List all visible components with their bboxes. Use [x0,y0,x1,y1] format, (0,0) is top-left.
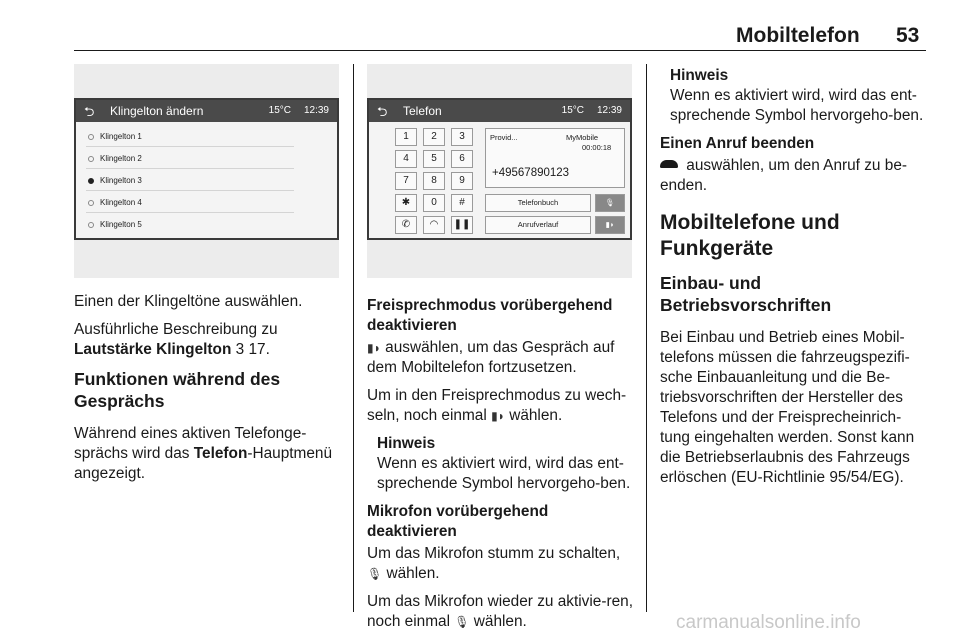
watermark: carmanualsonline.info [676,612,861,633]
pause-icon[interactable]: ❚❚ [451,216,473,234]
phonebook-button[interactable]: Telefonbuch [485,194,591,212]
paragraph: Um in den Freisprechmodus zu wech-seln, noch einmal ▮◗ wählen. [367,387,627,424]
handsfree-toggle-icon[interactable]: ▮◗ [595,216,625,234]
note [377,434,639,494]
handsfree-icon: ▮◗ [491,409,505,423]
key-0[interactable]: 0 [423,194,445,212]
key-hash[interactable]: # [451,194,473,212]
ringtone-screenshot [74,64,339,278]
back-icon[interactable]: ⮌ [377,104,388,119]
note-text: Wenn es aktiviert wird, wird das ent-sprechende Symbol hervorgeho-ben. [670,87,924,124]
handsfree-icon: ▮◗ [367,341,381,355]
paragraph: Bei Einbau und Betrieb eines Mobil-telefons müssen die fahrzeugspezifi-sche Einbauanleitung und die Be-triebsvorschriften der Hersteller des Telefons und der Freisprecheinrich-tung eingehalten werden. Sonst kann die Betriebserlaubnis des Fahrzeugs erlöschen (EU-Richtlinie 95/54/EG). [660,329,915,486]
key-star[interactable]: ✱ [395,194,417,212]
key-8[interactable]: 8 [423,172,445,190]
key-9[interactable]: 9 [451,172,473,190]
phone-screenshot [367,64,632,278]
phone-screen [367,98,632,240]
paragraph: Um das Mikrofon wieder zu aktivie-ren, noch einmal 🎙 wählen. [367,593,634,630]
ringtone-option[interactable]: Klingelton 2 [88,154,142,163]
radio-icon [88,222,94,228]
cross-reference-title: Lautstärke Klingelton [74,341,232,358]
page-reference: 3 17. [235,341,270,358]
chapter-heading: Mobiltelefone und Funkgeräte [660,211,840,260]
calllog-button[interactable]: Anrufverlauf [485,216,591,234]
ringtone-option[interactable]: Klingelton 4 [88,198,142,207]
key-1[interactable]: 1 [395,128,417,146]
phone-number: +49567890123 [492,167,570,179]
key-6[interactable]: 6 [451,150,473,168]
paragraph: ▮◗ auswählen, um das Gespräch auf dem Mobiltelefon fortzusetzen. [367,339,615,376]
phone-titlebar [369,100,630,122]
radio-icon [88,134,94,140]
header-rule [74,50,926,51]
column-2 [367,296,639,640]
note [670,66,928,126]
call-display [485,128,625,188]
ringtone-screen [74,98,339,240]
paragraph: auswählen, um den Anruf zu be-enden. [660,157,908,194]
note-text: Wenn es aktiviert wird, wird das ent-sprechende Symbol hervorgeho-ben. [377,455,631,492]
call-duration: 00:00:18 [582,143,612,152]
divider [86,146,294,147]
column-divider [646,64,647,612]
page-number: 53 [896,24,920,47]
microphone-mute-icon[interactable]: 🎙 [595,194,625,212]
divider [86,212,294,213]
ringtone-option[interactable]: Klingelton 1 [88,132,142,141]
page-title: Mobiltelefon [736,24,860,47]
section-heading: Funktionen während des Gesprächs [74,369,281,411]
ringtone-titlebar [76,100,337,122]
ringtone-option[interactable]: Klingelton 5 [88,220,142,229]
paragraph: Ausführliche Beschreibung zu Lautstärke Klingelton 3 17. [74,321,278,358]
hangup-icon[interactable]: ◠ [423,216,445,234]
column-divider [353,64,354,612]
key-7[interactable]: 7 [395,172,417,190]
clock: 12:39 [303,105,329,116]
key-4[interactable]: 4 [395,150,417,168]
subheading: Freisprechmodus vorübergehend deaktivieren [367,297,613,334]
provider-name: Provid... [490,133,518,142]
divider [86,190,294,191]
note-title: Hinweis [670,67,729,84]
hangup-icon [660,160,678,168]
subheading: Einen Anruf beenden [660,135,815,152]
column-1 [74,292,344,492]
column-3 [660,66,928,496]
clock: 12:39 [596,105,622,116]
microphone-mute-icon: 🎙 [367,567,383,581]
ringtone-screen-title: Klingelton ändern [110,104,204,118]
microphone-mute-icon: 🎙 [454,615,470,629]
note-title: Hinweis [377,435,436,452]
temperature: 15°C [268,105,291,116]
key-2[interactable]: 2 [423,128,445,146]
key-5[interactable]: 5 [423,150,445,168]
radio-icon [88,200,94,206]
divider [86,168,294,169]
radio-selected-icon [88,178,94,184]
paragraph: Während eines aktiven Telefonge-sprächs wird das Telefon-Hauptmenü angezeigt. [74,425,333,482]
back-icon[interactable]: ⮌ [84,104,95,119]
paragraph: Um das Mikrofon stumm zu schalten, 🎙 wählen. [367,545,621,582]
phone-screen-title: Telefon [403,104,442,118]
key-3[interactable]: 3 [451,128,473,146]
subheading: Mikrofon vorübergehend deaktivieren [367,503,549,540]
section-heading: Einbau- und Betriebsvorschriften [660,273,832,315]
ringtone-option-selected[interactable]: Klingelton 3 [88,176,142,185]
radio-icon [88,156,94,162]
temperature: 15°C [561,105,584,116]
handset-icon[interactable]: ✆ [395,216,417,234]
device-name: MyMobile [566,133,599,142]
paragraph: Einen der Klingeltöne auswählen. [74,293,303,310]
